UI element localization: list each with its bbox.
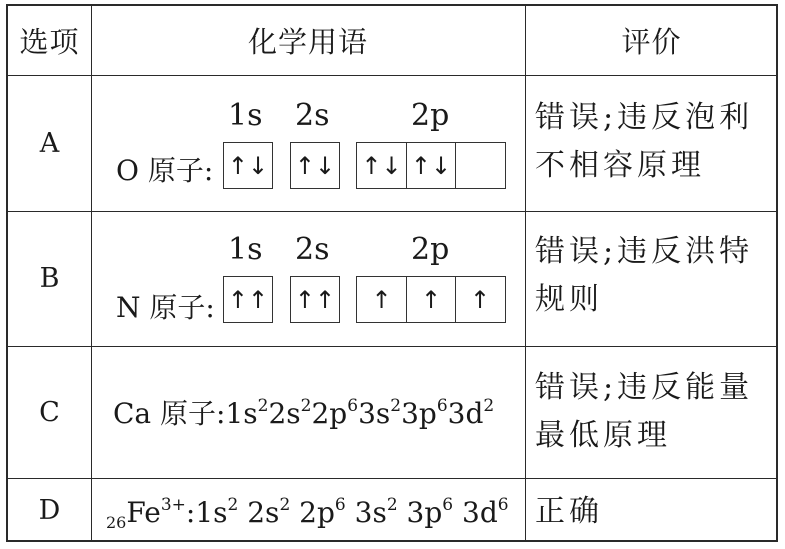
config-term: $3p^6$: [401, 396, 448, 430]
config-term: $3d^2$: [447, 396, 495, 430]
option-d: D: [38, 494, 61, 526]
option-b: B: [39, 263, 60, 294]
header-evaluation: 评价: [621, 25, 682, 59]
orbital-label-2p: 2p: [411, 232, 450, 267]
config-exponent: 6: [497, 495, 509, 515]
orbital-cell: ↑↓: [294, 151, 336, 180]
evaluation-d: 正确: [535, 494, 603, 529]
orbital-cell: [455, 143, 504, 188]
atom-label: N 原子:: [116, 291, 215, 324]
config-exponent: 2: [300, 396, 312, 416]
evaluation-b: 错误;违反洪特规则: [535, 234, 754, 317]
config-term: $2s^2$: [238, 495, 291, 529]
config-term: $2p^6$: [311, 396, 359, 430]
orbital-box-2s: [290, 142, 340, 189]
atomic-number: 26: [106, 513, 127, 532]
orbital-label-1s: 1s: [228, 98, 263, 133]
orbital-label-2s: 2s: [295, 98, 330, 133]
orbital-cell: ↑↑: [294, 285, 336, 314]
orbital-box-2p: [356, 276, 506, 323]
row-divider: [8, 75, 776, 76]
evaluation-a: 错误;违反泡利不相容原理: [535, 100, 754, 183]
orbital-cell: ↑↓: [406, 143, 455, 188]
column-divider: [91, 6, 92, 540]
orbital-cell: ↑↑: [227, 285, 269, 314]
orbital-cell: ↑: [455, 277, 504, 322]
orbital-label-1s: 1s: [228, 232, 263, 267]
header-term: 化学用语: [247, 25, 368, 59]
config-exponent: 2: [257, 396, 269, 416]
config-exponent: 2: [390, 396, 402, 416]
config-term: $1s^2$: [225, 396, 269, 430]
orbital-box-2s: [290, 276, 340, 323]
ion-charge: 3+: [160, 495, 186, 515]
option-a: A: [39, 127, 60, 159]
orbital-box-1s: [223, 276, 273, 323]
config-exponent: 2: [483, 396, 495, 416]
config-term: $2p^6$: [290, 495, 346, 529]
config-exponent: 6: [442, 495, 454, 515]
orbital-cell: ↑: [371, 285, 392, 314]
orbital-cell: ↑: [406, 277, 455, 322]
header-option: 选项: [19, 25, 80, 59]
config-terms: [225, 397, 494, 430]
config-exponent: 6: [334, 495, 346, 515]
config-exponent: 2: [386, 495, 398, 515]
config-term: $1s^2$: [195, 495, 239, 529]
config-terms: [195, 496, 508, 529]
electron-config-c: [113, 392, 494, 432]
orbital-box-1s: [223, 142, 273, 189]
config-term: $2s^2$: [268, 396, 312, 430]
config-exponent: 2: [227, 495, 239, 515]
config-term: $3d^6$: [453, 495, 509, 529]
config-term: $3s^2$: [358, 396, 402, 430]
colon: :: [185, 496, 196, 529]
chemistry-table: [6, 4, 778, 542]
config-exponent: 6: [436, 396, 448, 416]
row-divider: [8, 478, 776, 479]
orbital-label-2p: 2p: [411, 98, 450, 133]
orbital-cell: ↑↓: [361, 151, 402, 180]
row-divider: [8, 346, 776, 347]
element-symbol: Fe: [126, 496, 161, 529]
column-divider: [525, 6, 526, 540]
orbital-label-2s: 2s: [295, 232, 330, 267]
config-exponent: 2: [279, 495, 291, 515]
config-term: $3p^6$: [397, 495, 454, 529]
atom-label: O 原子:: [116, 154, 214, 187]
evaluation-c: 错误;违反能量最低原理: [535, 370, 754, 453]
electron-config-d: [106, 495, 509, 532]
formula-prefix: Ca 原子:: [113, 397, 226, 430]
orbital-box-2p: [356, 142, 506, 189]
config-term: $3s^2$: [345, 495, 398, 529]
config-exponent: 6: [347, 396, 359, 416]
option-c: C: [39, 396, 60, 428]
orbital-cell: ↑↓: [227, 151, 269, 180]
row-divider: [8, 211, 776, 212]
